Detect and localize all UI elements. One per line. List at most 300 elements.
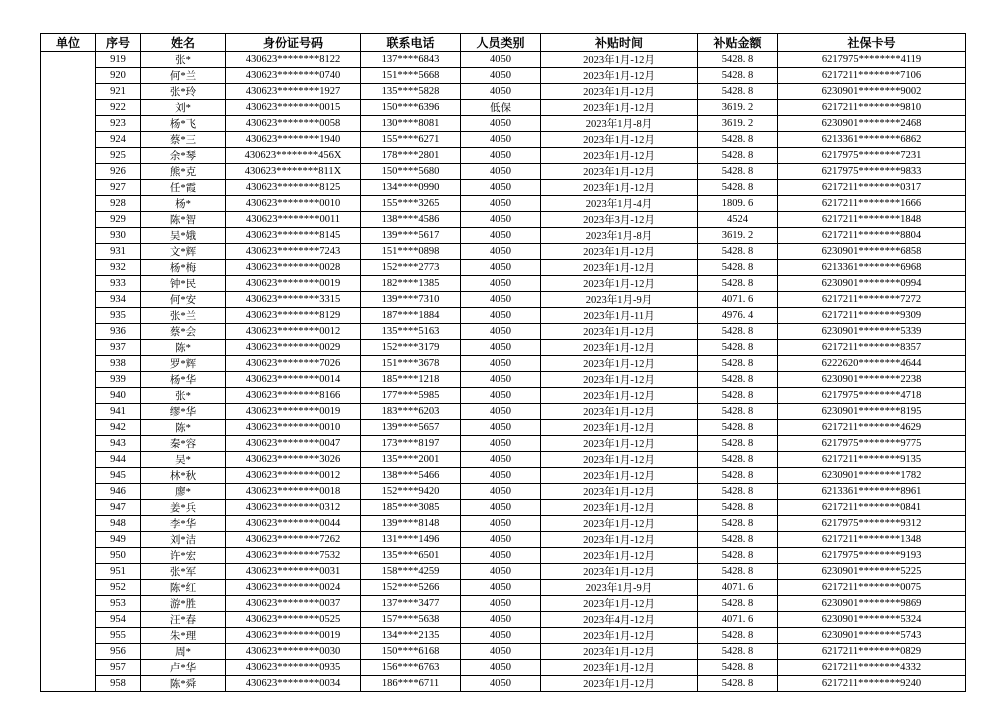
cell-phone: 183****6203 <box>361 404 461 420</box>
cell-serial: 946 <box>96 484 141 500</box>
cell-id-number: 430623********0014 <box>226 372 361 388</box>
cell-period: 2023年1月-12月 <box>541 404 698 420</box>
cell-id-number: 430623********0029 <box>226 340 361 356</box>
table-row <box>41 180 966 196</box>
cell-name: 朱*理 <box>141 628 226 644</box>
cell-phone: 157****5638 <box>361 612 461 628</box>
cell-period: 2023年1月-12月 <box>541 628 698 644</box>
cell-card-number: 6230901********9002 <box>778 84 966 100</box>
cell-amount: 3619. 2 <box>698 100 778 116</box>
cell-period: 2023年1月-12月 <box>541 436 698 452</box>
cell-phone: 178****2801 <box>361 148 461 164</box>
cell-amount: 4976. 4 <box>698 308 778 324</box>
cell-name: 杨*华 <box>141 372 226 388</box>
cell-phone: 139****7310 <box>361 292 461 308</box>
cell-id-number: 430623********8145 <box>226 228 361 244</box>
cell-name: 陈* <box>141 420 226 436</box>
cell-card-number: 6222620********4644 <box>778 356 966 372</box>
table-row <box>41 548 966 564</box>
cell-amount: 5428. 8 <box>698 260 778 276</box>
table-row <box>41 484 966 500</box>
cell-amount: 5428. 8 <box>698 452 778 468</box>
cell-phone: 139****8148 <box>361 516 461 532</box>
cell-name: 汪*春 <box>141 612 226 628</box>
cell-amount: 5428. 8 <box>698 404 778 420</box>
cell-category: 4050 <box>461 292 541 308</box>
cell-id-number: 430623********0044 <box>226 516 361 532</box>
cell-category: 4050 <box>461 420 541 436</box>
cell-card-number: 6217975********4119 <box>778 52 966 68</box>
cell-serial: 936 <box>96 324 141 340</box>
table-row <box>41 292 966 308</box>
cell-period: 2023年1月-12月 <box>541 148 698 164</box>
cell-phone: 185****1218 <box>361 372 461 388</box>
col-header-phone: 联系电话 <box>361 34 461 52</box>
cell-card-number: 6213361********6862 <box>778 132 966 148</box>
cell-id-number: 430623********8125 <box>226 180 361 196</box>
cell-card-number: 6217211********7272 <box>778 292 966 308</box>
table-row <box>41 84 966 100</box>
cell-serial: 952 <box>96 580 141 596</box>
cell-name: 缪*华 <box>141 404 226 420</box>
cell-category: 4050 <box>461 244 541 260</box>
cell-period: 2023年1月-12月 <box>541 676 698 692</box>
cell-period: 2023年1月-12月 <box>541 372 698 388</box>
cell-period: 2023年1月-12月 <box>541 596 698 612</box>
cell-category: 低保 <box>461 100 541 116</box>
cell-amount: 4071. 6 <box>698 292 778 308</box>
cell-name: 张* <box>141 388 226 404</box>
table-row <box>41 452 966 468</box>
cell-name: 张* <box>141 52 226 68</box>
cell-name: 杨* <box>141 196 226 212</box>
cell-category: 4050 <box>461 612 541 628</box>
cell-serial: 950 <box>96 548 141 564</box>
cell-category: 4050 <box>461 484 541 500</box>
cell-phone: 138****4586 <box>361 212 461 228</box>
cell-name: 陈*智 <box>141 212 226 228</box>
cell-serial: 941 <box>96 404 141 420</box>
col-header-id-number: 身份证号码 <box>226 34 361 52</box>
cell-category: 4050 <box>461 388 541 404</box>
cell-phone: 151****0898 <box>361 244 461 260</box>
cell-id-number: 430623********0058 <box>226 116 361 132</box>
cell-name: 陈* <box>141 340 226 356</box>
cell-category: 4050 <box>461 452 541 468</box>
cell-category: 4050 <box>461 212 541 228</box>
cell-name: 文*辉 <box>141 244 226 260</box>
cell-phone: 152****9420 <box>361 484 461 500</box>
table-row <box>41 372 966 388</box>
cell-period: 2023年1月-8月 <box>541 228 698 244</box>
table-row <box>41 388 966 404</box>
cell-card-number: 6217975********9833 <box>778 164 966 180</box>
cell-amount: 5428. 8 <box>698 500 778 516</box>
cell-period: 2023年1月-12月 <box>541 244 698 260</box>
cell-phone: 139****5657 <box>361 420 461 436</box>
cell-serial: 932 <box>96 260 141 276</box>
table-row <box>41 68 966 84</box>
cell-amount: 5428. 8 <box>698 180 778 196</box>
cell-id-number: 430623********3315 <box>226 292 361 308</box>
cell-amount: 5428. 8 <box>698 596 778 612</box>
cell-id-number: 430623********0034 <box>226 676 361 692</box>
cell-serial: 956 <box>96 644 141 660</box>
cell-serial: 942 <box>96 420 141 436</box>
cell-name: 林*秋 <box>141 468 226 484</box>
cell-serial: 929 <box>96 212 141 228</box>
cell-category: 4050 <box>461 84 541 100</box>
cell-phone: 152****2773 <box>361 260 461 276</box>
cell-id-number: 430623********0019 <box>226 276 361 292</box>
cell-serial: 927 <box>96 180 141 196</box>
cell-period: 2023年1月-12月 <box>541 420 698 436</box>
cell-name: 吴* <box>141 452 226 468</box>
cell-serial: 930 <box>96 228 141 244</box>
cell-id-number: 430623********8166 <box>226 388 361 404</box>
cell-id-number: 430623********8122 <box>226 52 361 68</box>
cell-serial: 947 <box>96 500 141 516</box>
cell-card-number: 6217975********9193 <box>778 548 966 564</box>
cell-category: 4050 <box>461 356 541 372</box>
cell-id-number: 430623********0012 <box>226 324 361 340</box>
table-row <box>41 628 966 644</box>
cell-category: 4050 <box>461 628 541 644</box>
cell-category: 4050 <box>461 196 541 212</box>
cell-name: 蔡*会 <box>141 324 226 340</box>
cell-amount: 5428. 8 <box>698 244 778 260</box>
cell-period: 2023年1月-12月 <box>541 340 698 356</box>
cell-card-number: 6217975********9312 <box>778 516 966 532</box>
cell-period: 2023年1月-12月 <box>541 276 698 292</box>
cell-phone: 185****3085 <box>361 500 461 516</box>
cell-card-number: 6213361********8961 <box>778 484 966 500</box>
cell-id-number: 430623********8129 <box>226 308 361 324</box>
cell-phone: 150****6168 <box>361 644 461 660</box>
table-row <box>41 52 966 68</box>
table-row <box>41 308 966 324</box>
cell-period: 2023年1月-12月 <box>541 388 698 404</box>
cell-phone: 139****5617 <box>361 228 461 244</box>
cell-id-number: 430623********456X <box>226 148 361 164</box>
cell-card-number: 6217211********9810 <box>778 100 966 116</box>
cell-serial: 951 <box>96 564 141 580</box>
cell-period: 2023年1月-12月 <box>541 260 698 276</box>
cell-card-number: 6230901********6858 <box>778 244 966 260</box>
cell-amount: 5428. 8 <box>698 484 778 500</box>
cell-amount: 5428. 8 <box>698 436 778 452</box>
col-header-period: 补贴时间 <box>541 34 698 52</box>
cell-serial: 945 <box>96 468 141 484</box>
cell-period: 2023年1月-4月 <box>541 196 698 212</box>
cell-period: 2023年3月-12月 <box>541 212 698 228</box>
cell-card-number: 6217211********0841 <box>778 500 966 516</box>
cell-period: 2023年1月-12月 <box>541 52 698 68</box>
cell-card-number: 6230901********0994 <box>778 276 966 292</box>
table-row <box>41 420 966 436</box>
cell-category: 4050 <box>461 516 541 532</box>
cell-card-number: 6230901********2468 <box>778 116 966 132</box>
cell-category: 4050 <box>461 532 541 548</box>
table-row <box>41 532 966 548</box>
cell-period: 2023年1月-12月 <box>541 500 698 516</box>
cell-phone: 151****3678 <box>361 356 461 372</box>
cell-amount: 5428. 8 <box>698 532 778 548</box>
table-row <box>41 516 966 532</box>
cell-id-number: 430623********1940 <box>226 132 361 148</box>
cell-name: 杨*飞 <box>141 116 226 132</box>
col-header-card-number: 社保卡号 <box>778 34 966 52</box>
cell-id-number: 430623********3026 <box>226 452 361 468</box>
cell-card-number: 6230901********1782 <box>778 468 966 484</box>
cell-id-number: 430623********0011 <box>226 212 361 228</box>
cell-category: 4050 <box>461 660 541 676</box>
cell-category: 4050 <box>461 340 541 356</box>
table-row <box>41 340 966 356</box>
table-row <box>41 228 966 244</box>
cell-category: 4050 <box>461 676 541 692</box>
cell-id-number: 430623********0019 <box>226 628 361 644</box>
cell-card-number: 6217211********8804 <box>778 228 966 244</box>
table-row <box>41 116 966 132</box>
cell-period: 2023年1月-12月 <box>541 324 698 340</box>
cell-id-number: 430623********7262 <box>226 532 361 548</box>
table-row <box>41 500 966 516</box>
cell-phone: 137****6843 <box>361 52 461 68</box>
cell-id-number: 430623********0012 <box>226 468 361 484</box>
cell-serial: 921 <box>96 84 141 100</box>
cell-card-number: 6217211********1848 <box>778 212 966 228</box>
table-row <box>41 244 966 260</box>
cell-amount: 4071. 6 <box>698 612 778 628</box>
cell-phone: 186****6711 <box>361 676 461 692</box>
cell-period: 2023年1月-12月 <box>541 180 698 196</box>
cell-serial: 949 <box>96 532 141 548</box>
table-row <box>41 596 966 612</box>
cell-name: 熊*克 <box>141 164 226 180</box>
table-row <box>41 164 966 180</box>
cell-phone: 152****5266 <box>361 580 461 596</box>
cell-category: 4050 <box>461 404 541 420</box>
table-row <box>41 612 966 628</box>
table-row <box>41 564 966 580</box>
cell-card-number: 6217211********0829 <box>778 644 966 660</box>
cell-card-number: 6230901********8195 <box>778 404 966 420</box>
cell-id-number: 430623********0028 <box>226 260 361 276</box>
cell-amount: 5428. 8 <box>698 372 778 388</box>
cell-id-number: 430623********0037 <box>226 596 361 612</box>
cell-id-number: 430623********0018 <box>226 484 361 500</box>
cell-period: 2023年1月-12月 <box>541 484 698 500</box>
cell-id-number: 430623********0935 <box>226 660 361 676</box>
cell-serial: 920 <box>96 68 141 84</box>
cell-id-number: 430623********0031 <box>226 564 361 580</box>
table-row <box>41 468 966 484</box>
cell-amount: 5428. 8 <box>698 68 778 84</box>
cell-phone: 150****6396 <box>361 100 461 116</box>
col-header-name: 姓名 <box>141 34 226 52</box>
cell-category: 4050 <box>461 164 541 180</box>
cell-card-number: 6217211********0317 <box>778 180 966 196</box>
cell-serial: 948 <box>96 516 141 532</box>
cell-phone: 158****4259 <box>361 564 461 580</box>
cell-id-number: 430623********811X <box>226 164 361 180</box>
cell-serial: 939 <box>96 372 141 388</box>
cell-category: 4050 <box>461 132 541 148</box>
cell-id-number: 430623********0010 <box>226 196 361 212</box>
cell-serial: 935 <box>96 308 141 324</box>
cell-period: 2023年1月-12月 <box>541 532 698 548</box>
cell-card-number: 6217211********8357 <box>778 340 966 356</box>
cell-card-number: 6217211********1348 <box>778 532 966 548</box>
cell-amount: 4071. 6 <box>698 580 778 596</box>
cell-period: 2023年4月-12月 <box>541 612 698 628</box>
cell-id-number: 430623********0740 <box>226 68 361 84</box>
cell-name: 杨*梅 <box>141 260 226 276</box>
cell-phone: 173****8197 <box>361 436 461 452</box>
cell-phone: 182****1385 <box>361 276 461 292</box>
cell-serial: 919 <box>96 52 141 68</box>
cell-serial: 955 <box>96 628 141 644</box>
cell-phone: 135****2001 <box>361 452 461 468</box>
cell-period: 2023年1月-12月 <box>541 68 698 84</box>
table-row <box>41 132 966 148</box>
cell-phone: 150****5680 <box>361 164 461 180</box>
cell-phone: 135****6501 <box>361 548 461 564</box>
cell-card-number: 6217211********9240 <box>778 676 966 692</box>
cell-name: 张*玲 <box>141 84 226 100</box>
cell-category: 4050 <box>461 500 541 516</box>
table-row <box>41 260 966 276</box>
cell-card-number: 6230901********5743 <box>778 628 966 644</box>
cell-name: 李*华 <box>141 516 226 532</box>
cell-name: 罗*辉 <box>141 356 226 372</box>
cell-id-number: 430623********0015 <box>226 100 361 116</box>
cell-period: 2023年1月-12月 <box>541 548 698 564</box>
cell-id-number: 430623********1927 <box>226 84 361 100</box>
cell-card-number: 6217211********0075 <box>778 580 966 596</box>
cell-category: 4050 <box>461 468 541 484</box>
subsidy-table <box>40 33 966 692</box>
cell-card-number: 6217211********4629 <box>778 420 966 436</box>
cell-phone: 177****5985 <box>361 388 461 404</box>
cell-name: 张*军 <box>141 564 226 580</box>
cell-name: 廖* <box>141 484 226 500</box>
cell-serial: 928 <box>96 196 141 212</box>
cell-category: 4050 <box>461 116 541 132</box>
cell-id-number: 430623********7026 <box>226 356 361 372</box>
cell-period: 2023年1月-9月 <box>541 580 698 596</box>
cell-serial: 931 <box>96 244 141 260</box>
cell-name: 游*胜 <box>141 596 226 612</box>
table-row <box>41 356 966 372</box>
cell-amount: 5428. 8 <box>698 148 778 164</box>
cell-category: 4050 <box>461 260 541 276</box>
cell-id-number: 430623********0525 <box>226 612 361 628</box>
cell-name: 吴*娥 <box>141 228 226 244</box>
cell-phone: 151****5668 <box>361 68 461 84</box>
cell-id-number: 430623********0047 <box>226 436 361 452</box>
cell-amount: 3619. 2 <box>698 116 778 132</box>
cell-category: 4050 <box>461 548 541 564</box>
cell-phone: 137****3477 <box>361 596 461 612</box>
cell-name: 卢*华 <box>141 660 226 676</box>
cell-card-number: 6230901********2238 <box>778 372 966 388</box>
cell-category: 4050 <box>461 372 541 388</box>
cell-card-number: 6217975********4718 <box>778 388 966 404</box>
cell-name: 姜*兵 <box>141 500 226 516</box>
col-header-amount: 补贴金额 <box>698 34 778 52</box>
col-header-serial: 序号 <box>96 34 141 52</box>
table-body <box>41 52 966 692</box>
col-header-category: 人员类别 <box>461 34 541 52</box>
cell-period: 2023年1月-12月 <box>541 100 698 116</box>
cell-category: 4050 <box>461 644 541 660</box>
cell-phone: 152****3179 <box>361 340 461 356</box>
cell-amount: 1809. 6 <box>698 196 778 212</box>
cell-serial: 944 <box>96 452 141 468</box>
cell-category: 4050 <box>461 324 541 340</box>
cell-name: 周* <box>141 644 226 660</box>
cell-amount: 5428. 8 <box>698 324 778 340</box>
cell-amount: 5428. 8 <box>698 564 778 580</box>
table-row <box>41 404 966 420</box>
cell-amount: 5428. 8 <box>698 164 778 180</box>
cell-amount: 5428. 8 <box>698 132 778 148</box>
cell-serial: 958 <box>96 676 141 692</box>
cell-id-number: 430623********0030 <box>226 644 361 660</box>
cell-name: 何*安 <box>141 292 226 308</box>
cell-name: 蔡*三 <box>141 132 226 148</box>
cell-category: 4050 <box>461 580 541 596</box>
cell-category: 4050 <box>461 276 541 292</box>
cell-name: 何*兰 <box>141 68 226 84</box>
cell-category: 4050 <box>461 68 541 84</box>
cell-name: 刘*洁 <box>141 532 226 548</box>
cell-period: 2023年1月-12月 <box>541 164 698 180</box>
cell-name: 许*宏 <box>141 548 226 564</box>
cell-amount: 5428. 8 <box>698 548 778 564</box>
table-row <box>41 644 966 660</box>
cell-serial: 957 <box>96 660 141 676</box>
cell-phone: 134****2135 <box>361 628 461 644</box>
cell-serial: 923 <box>96 116 141 132</box>
cell-id-number: 430623********0019 <box>226 404 361 420</box>
cell-amount: 5428. 8 <box>698 676 778 692</box>
cell-period: 2023年1月-12月 <box>541 452 698 468</box>
table-row <box>41 196 966 212</box>
cell-amount: 5428. 8 <box>698 388 778 404</box>
cell-serial: 926 <box>96 164 141 180</box>
cell-period: 2023年1月-12月 <box>541 644 698 660</box>
cell-serial: 943 <box>96 436 141 452</box>
cell-phone: 156****6763 <box>361 660 461 676</box>
cell-card-number: 6230901********5339 <box>778 324 966 340</box>
table-row <box>41 276 966 292</box>
cell-phone: 131****1496 <box>361 532 461 548</box>
cell-category: 4050 <box>461 148 541 164</box>
table-row <box>41 580 966 596</box>
cell-card-number: 6230901********5225 <box>778 564 966 580</box>
table-row <box>41 148 966 164</box>
cell-card-number: 6230901********9869 <box>778 596 966 612</box>
cell-serial: 937 <box>96 340 141 356</box>
cell-serial: 925 <box>96 148 141 164</box>
cell-card-number: 6213361********6968 <box>778 260 966 276</box>
cell-card-number: 6217211********9135 <box>778 452 966 468</box>
cell-category: 4050 <box>461 564 541 580</box>
cell-name: 刘* <box>141 100 226 116</box>
